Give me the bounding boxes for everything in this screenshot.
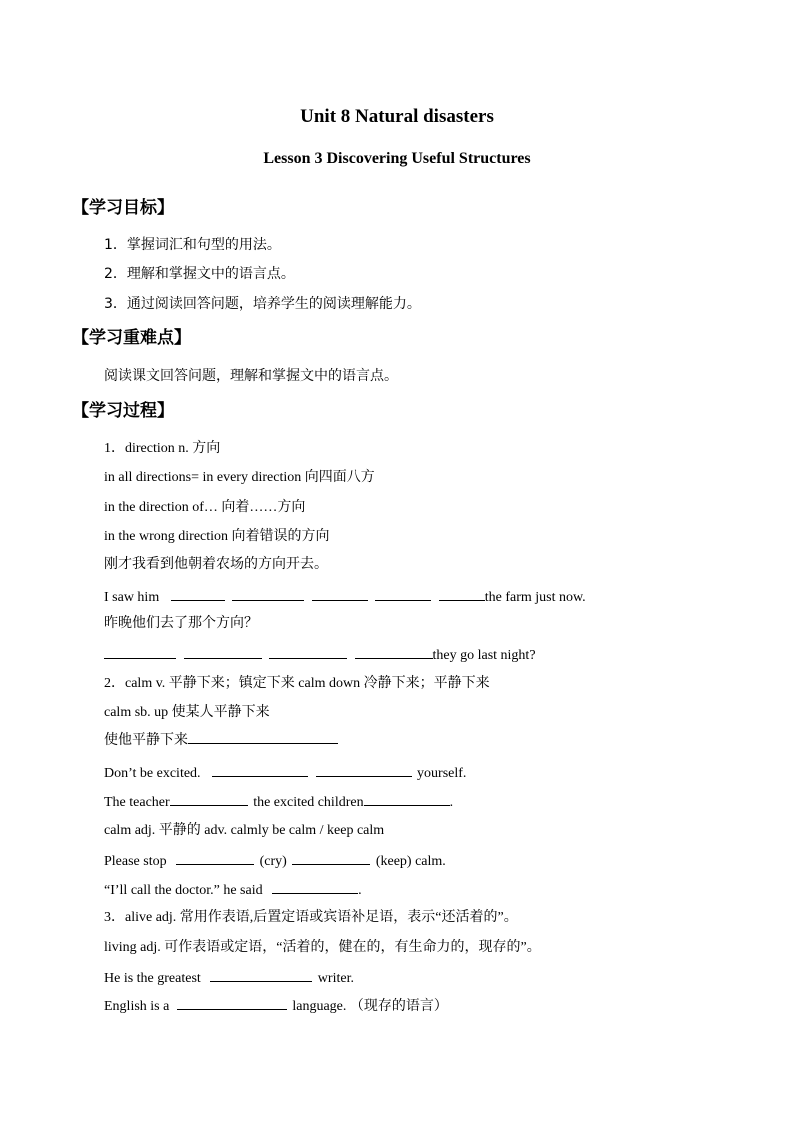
translation-prompt: 刚才我看到他朝着农场的方向开去。 [104,556,328,572]
exercise-text: writer. [317,971,354,986]
answer-blank[interactable] [316,762,412,777]
vocab-calm-forms: calm adj. 平静的 adv. calmly be calm / keep calm [104,823,385,838]
vocab-calm: 2．calm v. 平静下来；镇定下来 calm down 冷静下来；平静下来 [104,676,490,691]
answer-blank[interactable] [188,729,338,744]
key-points-heading: 【学习重难点】 [72,328,191,348]
answer-blank[interactable] [364,791,450,806]
exercise-text: they go last night? [432,648,536,663]
objective-item: 1．掌握词汇和句型的用法。 [104,237,281,253]
answer-blank[interactable] [232,586,304,601]
exercise-line [104,644,536,664]
objective-item: 2．理解和掌握文中的语言点。 [104,266,295,282]
translation-prompt: 昨晚他们去了那个方向？ [104,615,258,631]
exercise-text: the farm just now. [484,590,586,605]
exercise-line [104,850,446,870]
objective-item: 3．通过阅读回答问题，培养学生的阅读理解能力。 [104,296,421,312]
exercise-text: . [358,883,362,898]
answer-blank[interactable] [212,762,308,777]
exercise-text: (cry) [259,854,287,869]
exercise-line [104,967,354,987]
phrase-line: in the wrong direction 向着错误的方向 [104,529,330,544]
answer-blank[interactable] [104,644,176,659]
exercise-text: yourself. [417,766,467,781]
exercise-line [104,586,586,606]
answer-blank[interactable] [292,850,370,865]
answer-blank[interactable] [355,644,433,659]
exercise-text: I saw him [104,590,160,605]
exercise-line [104,762,466,782]
exercise-text: (keep) calm. [375,854,446,869]
answer-blank[interactable] [210,967,312,982]
exercise-text: . [449,795,454,810]
exercise-text: Don’t be excited. [104,766,201,781]
exercise-line [104,791,453,811]
exercise-text: The teacher [104,795,170,810]
exercise-text: language. （现存的语言） [292,999,448,1014]
exercise-text: 使他平静下来 [104,732,188,748]
answer-blank[interactable] [312,586,368,601]
exercise-line [104,879,362,899]
page-title: Unit 8 Natural disasters [300,106,494,127]
answer-blank[interactable] [272,879,358,894]
vocab-direction: 1．direction n. 方向 [104,441,221,456]
answer-blank[interactable] [176,850,254,865]
exercise-text: English is a [104,999,170,1014]
answer-blank[interactable] [269,644,347,659]
exercise-line [104,729,340,749]
vocab-alive: 3．alive adj. 常用作表语,后置定语或宾语补足语，表示“还活着的”。 [104,910,518,925]
answer-blank[interactable] [439,586,485,601]
exercise-line [104,995,448,1015]
exercise-text: the excited children [253,795,364,810]
answer-blank[interactable] [177,995,287,1010]
objectives-heading: 【学习目标】 [72,198,174,218]
exercise-text: He is the greatest [104,971,201,986]
vocab-living: living adj. 可作表语或定语，“活着的，健在的，有生命力的，现存的”。 [104,940,541,955]
answer-blank[interactable] [184,644,262,659]
answer-blank[interactable] [170,791,248,806]
key-points-text: 阅读课文回答问题，理解和掌握文中的语言点。 [104,368,398,384]
phrase-line: calm sb. up 使某人平静下来 [104,705,270,720]
process-heading: 【学习过程】 [72,401,174,421]
lesson-subtitle: Lesson 3 Discovering Useful Structures [263,150,531,167]
answer-blank[interactable] [171,586,225,601]
phrase-line: in all directions= in every direction 向四面八方 [104,470,375,485]
phrase-line: in the direction of… 向着……方向 [104,500,306,515]
exercise-text: “I’ll call the doctor.” he said [104,883,263,898]
answer-blank[interactable] [375,586,431,601]
exercise-text: Please stop [104,854,167,869]
